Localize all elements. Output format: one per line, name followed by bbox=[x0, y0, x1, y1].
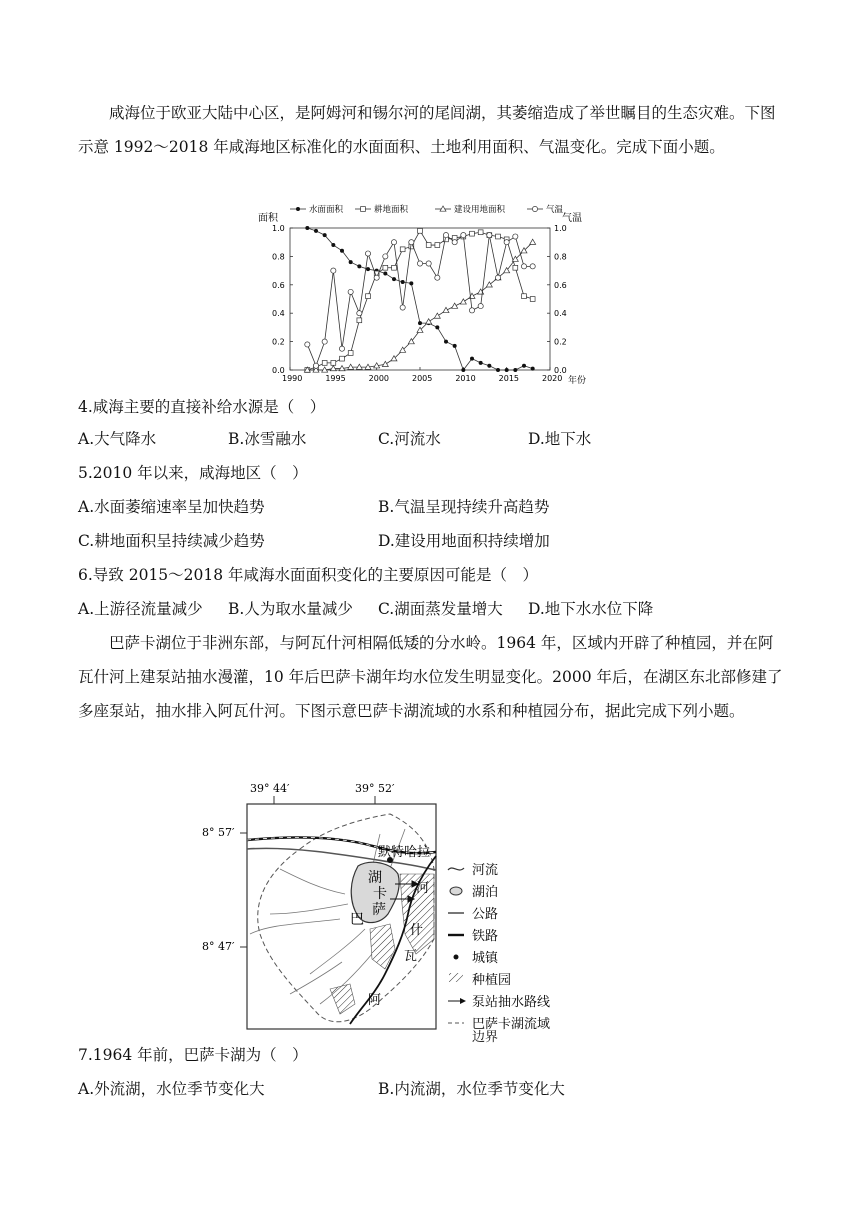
data-point bbox=[435, 325, 439, 329]
aral-sea-chart bbox=[250, 200, 590, 388]
data-point bbox=[400, 247, 405, 252]
data-point bbox=[366, 267, 370, 271]
y-tick-label-left: 0.4 bbox=[272, 309, 285, 319]
river-char-2: 什 bbox=[410, 923, 424, 938]
data-point bbox=[453, 344, 457, 348]
series-3 bbox=[305, 233, 536, 369]
question-5-stem: 5.2010 年以来，咸海地区（ ） bbox=[78, 464, 308, 482]
data-point bbox=[340, 249, 344, 253]
data-point bbox=[444, 340, 448, 344]
data-point bbox=[400, 305, 405, 310]
intro-paragraph-2: 巴萨卡湖位于非洲东部，与阿瓦什河相隔低矮的分水岭。1964 年，区域内开辟了种植园，并在阿瓦什河上建泵站抽水漫灌，10 年后巴萨卡湖年均水位发生明显变化。2000 年后，在湖区东北部修建了多座泵站，抽水排入阿瓦什河。下图示意巴萨卡湖流域的水系和种植园分布，据此完成下列小题。 bbox=[78, 634, 783, 720]
legend-river: 河流 bbox=[472, 863, 499, 878]
lat-label-1: 8° 57′ bbox=[202, 826, 235, 839]
data-point bbox=[339, 346, 344, 351]
data-point bbox=[357, 264, 361, 268]
x-axis-label: 年份 bbox=[568, 376, 587, 386]
q4-option-c: C.河流水 bbox=[378, 430, 441, 448]
data-point bbox=[348, 289, 353, 294]
y-tick-label-right: 0.0 bbox=[554, 366, 567, 375]
data-point bbox=[296, 207, 300, 211]
town-label: 默特哈拉 bbox=[378, 845, 431, 860]
lon-label-2: 39° 52′ bbox=[355, 782, 395, 795]
legend-railway: 铁路 bbox=[472, 929, 499, 944]
data-point bbox=[530, 239, 536, 244]
q6-option-b: B.人为取水量减少 bbox=[228, 600, 353, 618]
river-char-1: 河 bbox=[416, 881, 430, 896]
data-point bbox=[487, 364, 491, 368]
data-point bbox=[461, 368, 465, 372]
data-point bbox=[496, 368, 500, 372]
data-point bbox=[330, 366, 336, 371]
data-point bbox=[322, 339, 327, 344]
y-tick-label-right: 0.2 bbox=[554, 337, 567, 347]
question-7-stem: 7.1964 年前，巴萨卡湖为（ ） bbox=[78, 1046, 308, 1064]
data-point bbox=[513, 368, 517, 372]
data-point bbox=[417, 261, 422, 266]
data-point bbox=[460, 299, 466, 304]
data-point bbox=[383, 271, 387, 275]
y-tick-label-right: 1.0 bbox=[554, 224, 567, 233]
data-point bbox=[305, 226, 309, 230]
river-char-3: 瓦 bbox=[404, 949, 418, 964]
data-point bbox=[531, 367, 535, 371]
legend-entry: 耕地面积 bbox=[374, 205, 409, 215]
data-point bbox=[435, 275, 440, 280]
data-point bbox=[305, 342, 310, 347]
data-point bbox=[314, 229, 318, 233]
river-char-4: 阿 bbox=[368, 993, 382, 1008]
y-tick-label-left: 1.0 bbox=[272, 224, 285, 233]
data-point bbox=[443, 233, 448, 238]
lake-char-2: 卡 bbox=[373, 886, 387, 902]
x-tick-label: 2010 bbox=[455, 374, 476, 383]
data-point bbox=[443, 307, 449, 312]
data-point bbox=[383, 265, 388, 270]
data-point bbox=[434, 313, 440, 318]
y-tick-label-left: 0.0 bbox=[272, 366, 285, 375]
data-point bbox=[409, 240, 414, 245]
y-axis-right-label: 气温 bbox=[562, 213, 582, 224]
data-point bbox=[392, 277, 396, 281]
q5-option-a: A.水面萎缩速率呈加快趋势 bbox=[78, 498, 265, 516]
legend-lake: 湖泊 bbox=[472, 885, 499, 900]
data-point bbox=[418, 321, 422, 325]
question-6-stem: 6.导致 2015～2018 年咸海水面面积变化的主要原因可能是（ ） bbox=[78, 566, 539, 584]
data-point bbox=[331, 243, 335, 247]
data-point bbox=[495, 275, 500, 280]
plot-frame bbox=[290, 228, 550, 370]
data-point bbox=[521, 264, 526, 269]
q5-option-c: C.耕地面积呈持续减少趋势 bbox=[78, 532, 265, 550]
legend-plantation-icon bbox=[449, 973, 463, 982]
y-tick-label-left: 0.8 bbox=[272, 252, 285, 262]
data-point bbox=[505, 368, 509, 372]
x-tick-label: 2015 bbox=[498, 374, 520, 383]
map-legend bbox=[448, 862, 550, 1032]
lake-char-1: 湖 bbox=[368, 870, 382, 886]
legend-plantation: 种植园 bbox=[472, 973, 512, 988]
data-point bbox=[496, 234, 501, 239]
data-point bbox=[357, 311, 362, 316]
data-point bbox=[382, 361, 388, 366]
q4-option-d: D.地下水 bbox=[528, 430, 592, 448]
data-point bbox=[323, 233, 327, 237]
data-point bbox=[357, 318, 362, 323]
chart-legend bbox=[290, 204, 564, 215]
data-point bbox=[504, 240, 509, 245]
x-tick-label: 2000 bbox=[368, 374, 390, 383]
data-point bbox=[478, 304, 483, 309]
lat-label-2: 8° 47′ bbox=[202, 940, 235, 953]
series-2 bbox=[304, 239, 535, 372]
data-point bbox=[426, 319, 432, 324]
q5-option-b: B.气温呈现持续升高趋势 bbox=[378, 498, 550, 516]
intro-paragraph-1: 咸海位于欧亚大陆中心区，是阿姆河和锡尔河的尾闾湖，其萎缩造成了举世瞩目的生态灾难。下图示意 1992～2018 年咸海地区标准化的水面面积、土地利用面积、气温变化。完成下面小题。 bbox=[78, 104, 776, 156]
data-point bbox=[348, 351, 353, 356]
x-tick-label: 1990 bbox=[282, 374, 303, 383]
y-tick-label-right: 0.6 bbox=[554, 280, 567, 290]
q5-option-d: D.建设用地面积持续增加 bbox=[378, 532, 550, 550]
q4-option-b: B.冰雪融水 bbox=[228, 430, 307, 448]
data-point bbox=[530, 264, 535, 269]
y-tick-label-right: 0.8 bbox=[554, 252, 567, 262]
q7-option-b: B.内流湖，水位季节变化大 bbox=[378, 1080, 565, 1098]
data-point bbox=[522, 364, 526, 368]
data-point bbox=[522, 294, 527, 299]
data-point bbox=[426, 243, 431, 248]
x-tick-label: 2005 bbox=[412, 374, 433, 383]
data-point bbox=[361, 207, 366, 212]
q7-option-a: A.外流湖，水位季节变化大 bbox=[78, 1080, 265, 1098]
y-axis-left-label: 面积 bbox=[258, 213, 278, 224]
data-point bbox=[383, 254, 388, 259]
q4-option-a: A.大气降水 bbox=[78, 430, 157, 448]
data-point bbox=[452, 240, 457, 245]
data-point bbox=[470, 357, 474, 361]
legend-town: 城镇 bbox=[472, 951, 499, 966]
legend-lake-icon bbox=[450, 887, 462, 895]
data-point bbox=[513, 265, 518, 270]
data-point bbox=[331, 268, 336, 273]
data-point bbox=[391, 240, 396, 245]
data-point bbox=[409, 281, 413, 285]
legend-entry: 水面面积 bbox=[309, 205, 344, 215]
data-point bbox=[513, 234, 518, 239]
q6-option-c: C.湖面蒸发量增大 bbox=[378, 600, 503, 618]
data-point bbox=[340, 356, 345, 361]
x-tick-label: 1995 bbox=[325, 374, 346, 383]
data-point bbox=[366, 294, 371, 299]
basaka-lake-map bbox=[190, 774, 610, 1036]
legend-town-icon bbox=[454, 955, 459, 960]
lake-char-3: 萨 bbox=[372, 902, 386, 918]
data-point bbox=[452, 303, 458, 308]
data-point bbox=[478, 230, 483, 235]
data-point bbox=[470, 231, 475, 236]
data-point bbox=[322, 361, 327, 366]
data-point bbox=[487, 233, 492, 238]
data-point bbox=[331, 361, 336, 366]
legend-boundary-line2: 边界 bbox=[472, 1030, 499, 1045]
data-point bbox=[479, 361, 483, 365]
legend-entry: 气温 bbox=[546, 205, 564, 215]
legend-entry: 建设用地面积 bbox=[454, 205, 506, 215]
legend-pump: 泵站抽水路线 bbox=[472, 995, 551, 1010]
series-1 bbox=[305, 228, 535, 372]
q6-option-d: D.地下水水位下降 bbox=[528, 600, 654, 618]
data-point bbox=[461, 233, 466, 238]
data-point bbox=[418, 228, 423, 233]
data-point bbox=[365, 251, 370, 256]
y-tick-label-left: 0.2 bbox=[272, 337, 285, 347]
q6-option-a: A.上游径流量减少 bbox=[78, 600, 203, 618]
lake-char-4: 巴 bbox=[350, 912, 364, 928]
y-tick-label-left: 0.6 bbox=[272, 280, 285, 290]
legend-road: 公路 bbox=[472, 907, 499, 922]
data-point bbox=[435, 243, 440, 248]
data-point bbox=[374, 275, 379, 280]
data-point bbox=[349, 260, 353, 264]
data-point bbox=[469, 308, 474, 313]
data-point bbox=[426, 261, 431, 266]
data-point bbox=[530, 297, 535, 302]
question-4-stem: 4.咸海主要的直接补给水源是（ ） bbox=[78, 398, 326, 416]
data-point bbox=[392, 265, 397, 270]
data-point bbox=[401, 280, 405, 284]
data-point bbox=[313, 363, 318, 368]
plantation-3 bbox=[330, 984, 355, 1014]
y-tick-label-right: 0.4 bbox=[554, 309, 567, 319]
legend-basin: 巴萨卡湖流域 bbox=[472, 1017, 551, 1032]
legend-river-icon bbox=[448, 868, 464, 870]
data-point bbox=[532, 206, 537, 211]
lon-label-1: 39° 44′ bbox=[250, 782, 290, 795]
x-tick-label: 2020 bbox=[542, 374, 563, 383]
